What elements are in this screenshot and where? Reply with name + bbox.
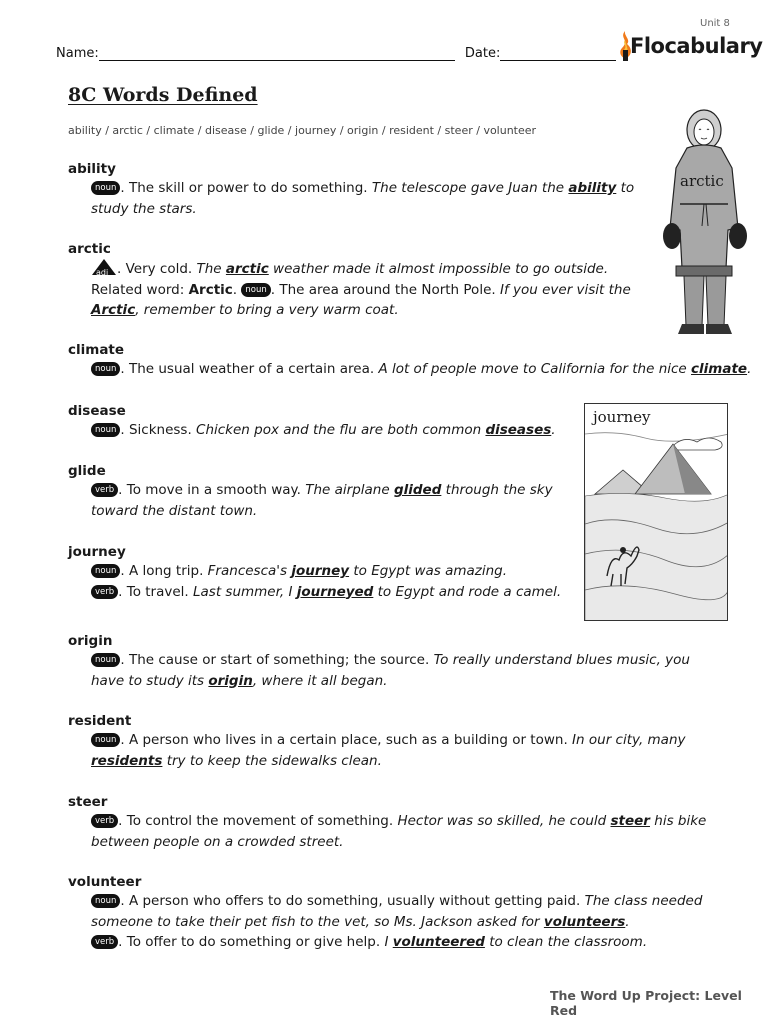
pos-badge: noun (91, 733, 120, 747)
term-volunteer: volunteer (68, 874, 142, 890)
keyword: glided (393, 482, 442, 498)
flocabulary-logo (616, 28, 763, 64)
keyword: steer (610, 813, 650, 829)
journey-image-label: journey (593, 408, 651, 426)
pos-badge: verb (91, 814, 118, 828)
pos-badge: noun (241, 283, 270, 297)
word-list: ability / arctic / climate / disease / glide / journey / origin / resident / steer / volunteer (68, 124, 537, 137)
entry-origin (68, 632, 758, 691)
pos-badge: verb (91, 935, 118, 949)
term-ability: ability (68, 161, 116, 177)
name-field[interactable] (99, 47, 455, 61)
keyword: volunteered (392, 934, 485, 950)
pos-badge: verb (91, 483, 118, 497)
definition: noun . The skill or power to do something. The telescope gave Juan the ability to study the stars. (91, 180, 635, 217)
pos-badge: noun (91, 423, 120, 437)
keyword: journey (291, 563, 350, 579)
definition: verb . To control the movement of something. Hector was so skilled, he could steer his bike between people on a crowded street. (91, 813, 707, 850)
logo-text: Flocabulary (630, 34, 763, 58)
journey-illustration (584, 403, 728, 621)
keyword: Arctic (91, 302, 136, 318)
term-journey: journey (68, 544, 126, 560)
date-label: Date: (464, 46, 501, 61)
definition: noun . A person who offers to do something, usually without getting paid. The class needed someone to take their pet fish to the vet, so Ms. Jackson asked for volunteers. verb . To offer to do something or give help. I volunteered to clean the classroom. (91, 893, 703, 950)
keyword: diseases (485, 422, 552, 438)
keyword: arctic (225, 261, 269, 277)
definition: verb . To move in a smooth way. The airplane glided through the sky toward the distant town. (91, 482, 553, 519)
arctic-image-label: arctic (680, 172, 724, 190)
definition: noun . Sickness. Chicken pox and the flu are both common diseases. (91, 420, 758, 441)
date-field[interactable] (500, 47, 616, 61)
related-word: Arctic (188, 281, 233, 298)
definition: noun . The cause or start of something; the source. To really understand blues music, you have to study its origin, where it all began. (91, 652, 690, 689)
definition: noun . The usual weather of a certain area. A lot of people move to California for the nice climate. (91, 359, 758, 380)
term-arctic: arctic (68, 241, 111, 257)
entry-climate (68, 341, 758, 380)
entry-steer (68, 793, 758, 852)
term-climate: climate (68, 342, 125, 358)
page-title: 8C Words Defined (68, 84, 258, 106)
term-glide: glide (68, 463, 106, 479)
pos-badge: noun (91, 362, 120, 376)
pos-badge: noun (91, 181, 120, 195)
term-disease: disease (68, 403, 126, 419)
entry-volunteer (68, 873, 758, 953)
keyword: climate (691, 361, 748, 377)
name-label: Name: (56, 46, 99, 61)
definition: adj . Very cold. The arctic weather made it almost impossible to go outside. Related word: Arctic. noun . The area around the North Pole. If you ever visit the Arctic, remember to bring a very warm coat. (91, 258, 758, 321)
keyword: origin (208, 672, 253, 689)
entry-resident (68, 712, 758, 771)
definition: noun . A person who lives in a certain place, such as a building or town. In our city, many residents try to keep the sidewalks clean. (91, 732, 686, 769)
name-date-row (56, 46, 616, 61)
flame-icon (616, 30, 632, 62)
keyword: residents (91, 752, 163, 769)
unit-label: Unit 8 (700, 18, 730, 29)
pos-badge: verb (91, 585, 118, 599)
arctic-illustration (654, 108, 754, 343)
pos-badge: adj (91, 258, 117, 276)
term-resident: resident (68, 713, 132, 729)
pos-badge: noun (91, 564, 120, 578)
keyword: ability (568, 180, 617, 196)
term-steer: steer (68, 794, 108, 810)
keyword: volunteers (543, 913, 626, 930)
footer: The Word Up Project: Level Red (550, 988, 742, 1018)
keyword: journeyed (296, 583, 374, 600)
term-origin: origin (68, 633, 113, 649)
definition: noun . A long trip. Francesca's journey to Egypt was amazing. verb . To travel. Last summer, I journeyed to Egypt and rode a camel. (91, 561, 758, 602)
pos-badge: noun (91, 894, 120, 908)
pos-badge: noun (91, 653, 120, 667)
